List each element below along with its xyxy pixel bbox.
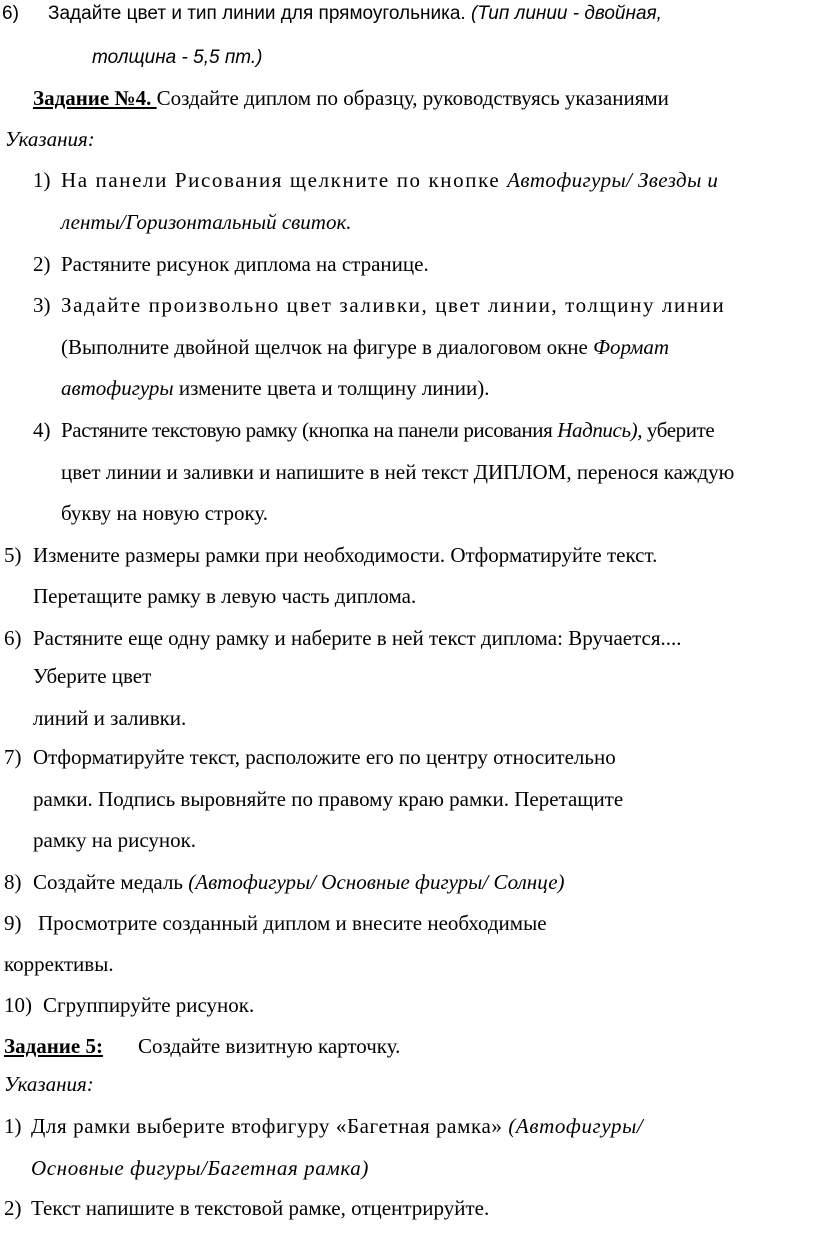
step-text: Задайте произвольно цвет заливки, цвет линии, толщину линии [61, 293, 726, 317]
instructions-label: Указания: [4, 1072, 94, 1096]
step-text: Сгруппируйте рисунок. [43, 993, 255, 1017]
step-text: линий и заливки. [33, 706, 187, 730]
step-number: 2) [33, 252, 51, 276]
step-text: цвет линии и заливки и напишите в ней текст ДИПЛОМ, перенося каждую [61, 460, 735, 484]
step-number: 1) [4, 1114, 22, 1138]
task5-heading: Задание 5: [4, 1034, 103, 1058]
step-text: Создайте медаль (Автофигуры/ Основные фигуры/ Солнце) [33, 870, 565, 894]
step-text: Измените размеры рамки при необходимости. Отформатируйте текст. [33, 543, 658, 567]
step-number: 6) [4, 626, 22, 650]
step-number: 7) [4, 745, 22, 769]
step-text: (Выполните двойной щелчок на фигуре в диалоговом окне Формат [61, 335, 670, 359]
step-text: рамки. Подпись выровняйте по правому краю рамки. Перетащите [33, 787, 624, 811]
step-text: Просмотрите созданный диплом и внесите необходимые [38, 911, 547, 935]
task-text: Задайте цвет и тип линии для прямоугольника. (Тип линии - двойная, [48, 3, 662, 24]
task4-heading: Задание №4. [33, 86, 157, 110]
step-text: букву на новую строку. [61, 501, 269, 525]
step-number: 1) [33, 168, 51, 192]
step-text: На панели Рисования щелкните по кнопке Автофигуры/ Звезды и [61, 168, 719, 192]
step-text: Для рамки выберите втофигуру «Багетная рамка» (Автофигуры/ [31, 1114, 644, 1138]
instructions-label: Указания: [5, 127, 95, 151]
task4-heading-line [33, 86, 669, 110]
task-text-italic: толщина - 5,5 пт.) [92, 47, 263, 68]
step-number: 5) [4, 543, 22, 567]
step-text: коррективы. [4, 952, 114, 976]
step-number: 4) [33, 418, 51, 442]
step-text: Уберите цвет [33, 664, 152, 688]
task4-intro: Создайте диплом по образцу, руководствуясь указаниями [156, 86, 669, 110]
step-number: 3) [33, 293, 51, 317]
step-text-italic: Основные фигуры/Багетная рамка) [31, 1156, 369, 1180]
step-text: Перетащите рамку в левую часть диплома. [33, 584, 417, 608]
step-text: рамку на рисунок. [33, 828, 197, 852]
step-text: Отформатируйте текст, расположите его по центру относительно [33, 745, 616, 769]
task5-intro: Создайте визитную карточку. [138, 1034, 401, 1058]
step-number: 10) [4, 993, 32, 1017]
step-number: 2) [4, 1196, 22, 1220]
step-number: 8) [4, 870, 22, 894]
step-text: Растяните еще одну рамку и наберите в ней текст диплома: Вручается.... [33, 626, 682, 650]
step-text: автофигуры измените цвета и толщину линии). [61, 376, 490, 400]
step-text: Растяните рисунок диплома на странице. [61, 252, 429, 276]
step-text-italic: ленты/Горизонтальный свиток. [61, 210, 352, 234]
step-number: 9) [4, 911, 22, 935]
item-number: 6) [2, 3, 19, 24]
step-text: Текст напишите в текстовой рамке, отцентрируйте. [31, 1196, 490, 1220]
step-text: Растяните текстовую рамку (кнопка на панели рисования Надпись), уберите [61, 418, 715, 442]
